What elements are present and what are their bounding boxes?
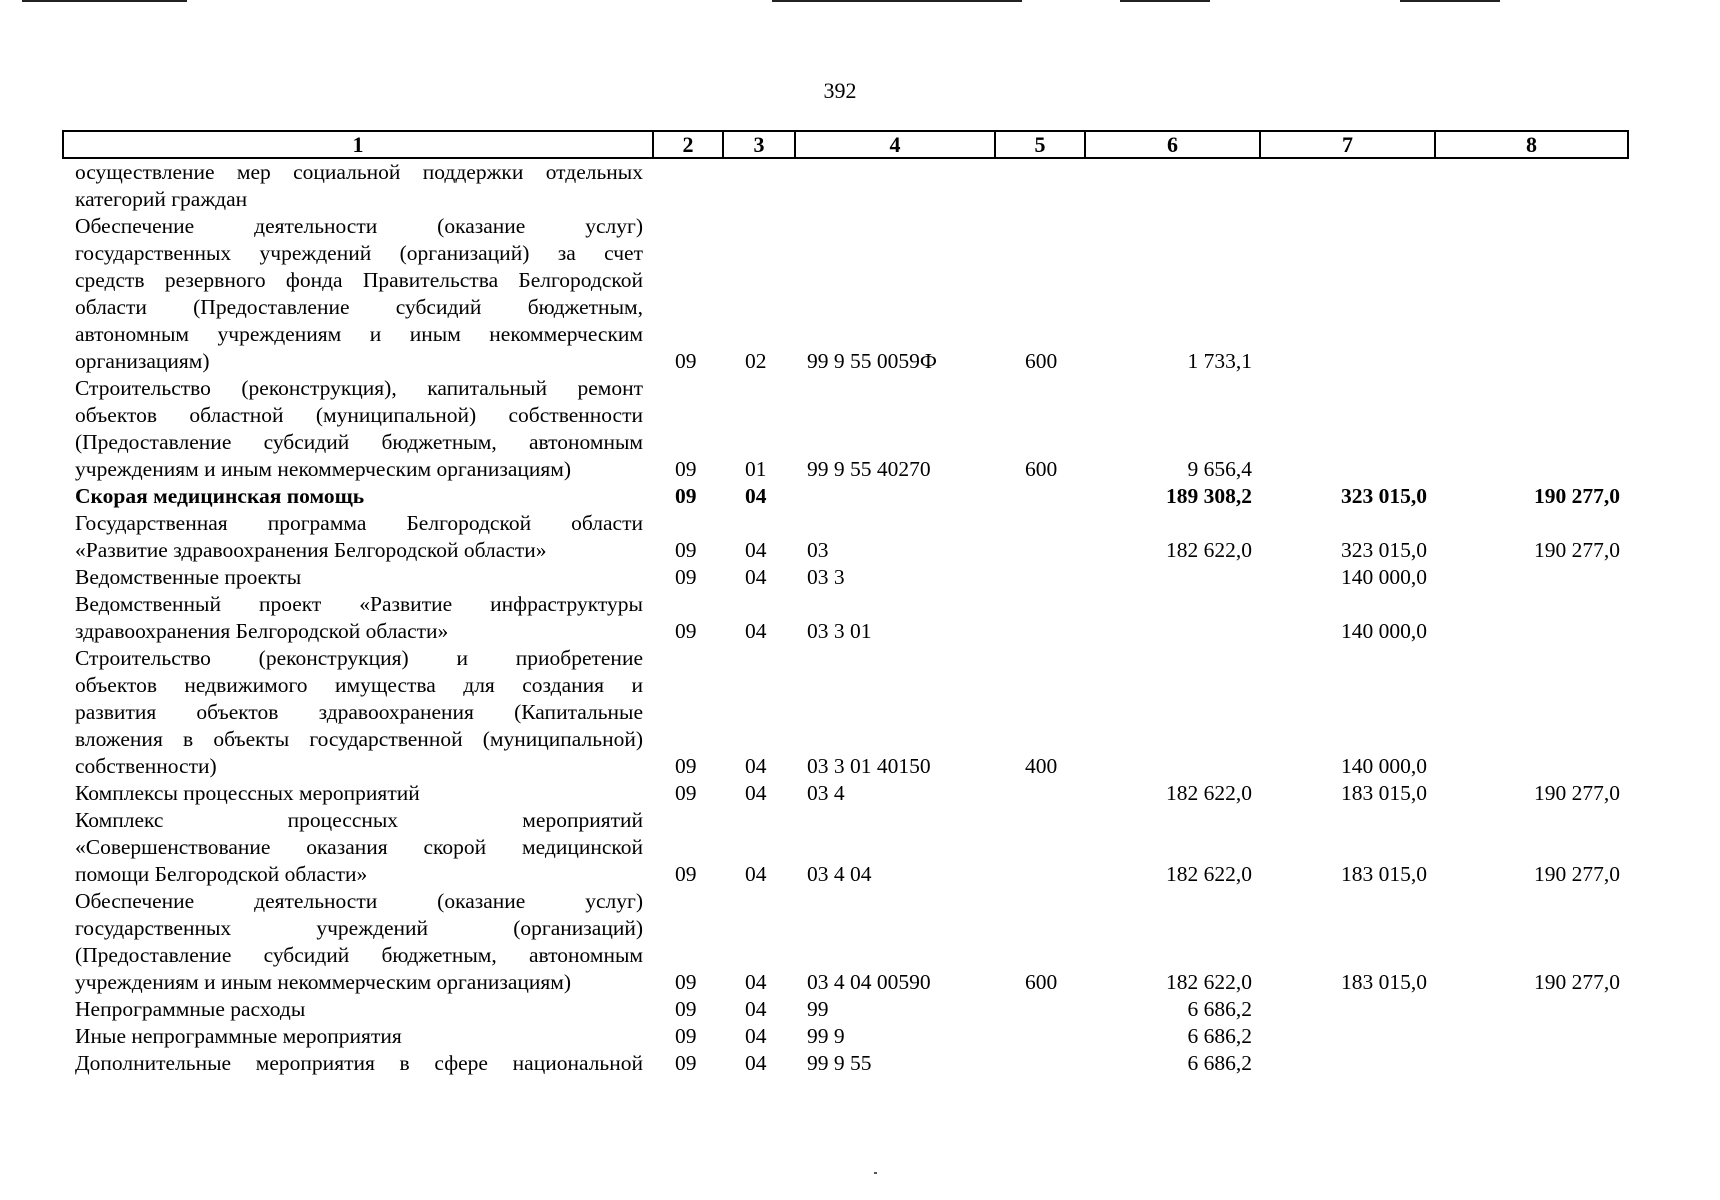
expense-type-code <box>995 483 1085 510</box>
expense-type-code <box>995 564 1085 591</box>
section-code: 09 <box>675 1024 697 1048</box>
subsection-code: 02 <box>745 349 767 373</box>
amount-col8 <box>1435 158 1628 213</box>
subsection-code: 04 <box>745 970 767 994</box>
expense-type-code <box>995 996 1085 1023</box>
expense-type-code: 600 <box>1025 457 1058 481</box>
table-header-row <box>63 131 1628 158</box>
row-description <box>63 780 653 807</box>
description-line: объектов недвижимого имущества для создания и <box>75 673 643 697</box>
subsection-code: 04 <box>745 754 767 778</box>
section-code: 09 <box>675 484 697 508</box>
row-description <box>63 510 653 564</box>
amount-col7: 140 000,0 <box>1341 565 1427 589</box>
table-row <box>63 780 1628 807</box>
section-code <box>653 158 723 213</box>
budget-table <box>62 130 1629 1077</box>
expense-type-code <box>995 510 1085 564</box>
description-line: Строительство (реконструкция) и приобретение <box>75 646 643 670</box>
amount-col8 <box>1435 591 1628 645</box>
amount-col8 <box>1435 375 1628 483</box>
table-row <box>63 483 1628 510</box>
column-header: 1 <box>63 131 653 158</box>
target-article-code: 03 4 04 <box>807 862 872 886</box>
row-description <box>63 375 653 483</box>
subsection-code: 04 <box>745 565 767 589</box>
section-code: 09 <box>675 457 697 481</box>
subsection-code: 04 <box>745 862 767 886</box>
description-line: организациям) <box>75 349 210 373</box>
description-line: Иные непрограммные мероприятия <box>75 1024 402 1048</box>
section-code: 09 <box>675 619 697 643</box>
amount-col7: 183 015,0 <box>1341 970 1427 994</box>
target-article-code: 99 9 <box>807 1024 845 1048</box>
subsection-code: 04 <box>745 781 767 805</box>
description-line: (Предоставление субсидий бюджетным, автономным <box>75 430 643 454</box>
section-code: 09 <box>675 565 697 589</box>
row-description <box>63 645 653 780</box>
column-header: 6 <box>1085 131 1260 158</box>
table-row <box>63 510 1628 564</box>
column-header: 2 <box>653 131 723 158</box>
target-article-code: 03 3 <box>807 565 845 589</box>
section-code: 09 <box>675 349 697 373</box>
subsection-code: 04 <box>745 538 767 562</box>
description-line: здравоохранения Белгородской области» <box>75 619 449 643</box>
target-article-code <box>795 483 995 510</box>
amount-col8: 190 277,0 <box>1534 484 1620 508</box>
target-article-code <box>795 158 995 213</box>
table-row <box>63 645 1628 780</box>
expense-type-code: 600 <box>1025 970 1058 994</box>
amount-col7 <box>1260 1023 1435 1050</box>
section-code: 09 <box>675 781 697 805</box>
amount-col6: 182 622,0 <box>1166 970 1252 994</box>
table-row <box>63 375 1628 483</box>
row-description <box>63 888 653 996</box>
description-line: учреждениям и иным некоммерческим организациям) <box>75 457 572 481</box>
description-line: государственных учреждений (организаций) за счет <box>75 241 643 265</box>
amount-col7 <box>1260 158 1435 213</box>
subsection-code: 04 <box>745 997 767 1021</box>
expense-type-code <box>995 1050 1085 1077</box>
description-line: автономным учреждениям и иным некоммерческим <box>75 322 643 346</box>
row-description <box>63 591 653 645</box>
amount-col6: 182 622,0 <box>1166 862 1252 886</box>
section-code: 09 <box>675 997 697 1021</box>
amount-col7 <box>1260 375 1435 483</box>
scan-edge-mark <box>1120 0 1210 2</box>
expense-type-code <box>995 780 1085 807</box>
column-header: 3 <box>723 131 795 158</box>
amount-col7 <box>1260 213 1435 375</box>
description-line: «Совершенствование оказания скорой медицинской <box>75 835 643 859</box>
expense-type-code <box>995 591 1085 645</box>
amount-col6 <box>1085 564 1260 591</box>
target-article-code: 99 9 55 40270 <box>807 457 931 481</box>
description-line: средств резервного фонда Правительства Белгородской <box>75 268 643 292</box>
amount-col6 <box>1085 645 1260 780</box>
row-description <box>63 158 653 213</box>
description-line: развития объектов здравоохранения (Капитальные <box>75 700 643 724</box>
expense-type-code <box>995 158 1085 213</box>
amount-col8 <box>1435 564 1628 591</box>
amount-col7 <box>1260 996 1435 1023</box>
description-line: Комплекс процессных мероприятий <box>75 808 643 832</box>
subsection-code: 04 <box>745 1024 767 1048</box>
expense-type-code <box>995 807 1085 888</box>
column-header: 7 <box>1260 131 1435 158</box>
amount-col7: 183 015,0 <box>1341 862 1427 886</box>
table-body <box>63 158 1628 1077</box>
target-article-code: 03 3 01 <box>807 619 872 643</box>
section-code: 09 <box>675 970 697 994</box>
table-row <box>63 158 1628 213</box>
table-row <box>63 996 1628 1023</box>
amount-col6 <box>1085 591 1260 645</box>
table-row <box>63 888 1628 996</box>
subsection-code: 04 <box>745 1051 767 1075</box>
amount-col6: 9 656,4 <box>1187 457 1252 481</box>
description-line: Обеспечение деятельности (оказание услуг) <box>75 889 643 913</box>
table-row <box>63 564 1628 591</box>
target-article-code: 03 4 04 00590 <box>807 970 931 994</box>
amount-col8 <box>1435 1023 1628 1050</box>
amount-col6: 182 622,0 <box>1166 538 1252 562</box>
column-header: 5 <box>995 131 1085 158</box>
row-description <box>63 1023 653 1050</box>
table-row <box>63 591 1628 645</box>
amount-col7 <box>1260 1050 1435 1077</box>
expense-type-code <box>995 1023 1085 1050</box>
description-line: Ведомственные проекты <box>75 565 302 589</box>
subsection-code: 04 <box>745 619 767 643</box>
amount-col8 <box>1435 645 1628 780</box>
scan-edge-mark <box>22 0 187 2</box>
description-line: Скорая медицинская помощь <box>75 484 365 508</box>
column-header: 8 <box>1435 131 1628 158</box>
amount-col7: 183 015,0 <box>1341 781 1427 805</box>
subsection-code <box>723 158 795 213</box>
description-line: объектов областной (муниципальной) собственности <box>75 403 643 427</box>
row-description <box>63 564 653 591</box>
expense-type-code: 400 <box>1025 754 1058 778</box>
amount-col6: 6 686,2 <box>1187 1024 1252 1048</box>
section-code: 09 <box>675 1051 697 1075</box>
amount-col7: 140 000,0 <box>1341 754 1427 778</box>
amount-col8: 190 277,0 <box>1534 781 1620 805</box>
amount-col6: 1 733,1 <box>1187 349 1252 373</box>
subsection-code: 04 <box>745 484 767 508</box>
description-line: собственности) <box>75 754 217 778</box>
section-code: 09 <box>675 862 697 886</box>
table-row <box>63 1023 1628 1050</box>
row-description <box>63 483 653 510</box>
scan-edge-mark <box>772 0 1022 2</box>
amount-col8 <box>1435 213 1628 375</box>
target-article-code: 03 3 01 40150 <box>807 754 931 778</box>
amount-col8: 190 277,0 <box>1534 970 1620 994</box>
target-article-code: 99 9 55 <box>807 1051 872 1075</box>
row-description <box>63 1050 653 1077</box>
amount-col7: 323 015,0 <box>1341 538 1427 562</box>
row-description <box>63 807 653 888</box>
description-line: осуществление мер социальной поддержки отдельных <box>75 160 643 184</box>
amount-col6: 189 308,2 <box>1166 484 1252 508</box>
table-row <box>63 213 1628 375</box>
expense-type-code: 600 <box>1025 349 1058 373</box>
amount-col6: 6 686,2 <box>1187 997 1252 1021</box>
description-line: вложения в объекты государственной (муниципальной) <box>75 727 643 751</box>
description-line: (Предоставление субсидий бюджетным, автономным <box>75 943 643 967</box>
description-line: Ведомственный проект «Развитие инфраструктуры <box>75 592 643 616</box>
column-header: 4 <box>795 131 995 158</box>
target-article-code: 99 <box>807 997 829 1021</box>
section-code: 09 <box>675 754 697 778</box>
amount-col6: 182 622,0 <box>1166 781 1252 805</box>
table-row <box>63 807 1628 888</box>
amount-col8: 190 277,0 <box>1534 862 1620 886</box>
description-line: государственных учреждений (организаций) <box>75 916 643 940</box>
target-article-code: 03 4 <box>807 781 845 805</box>
amount-col8 <box>1435 1050 1628 1077</box>
description-line: Комплексы процессных мероприятий <box>75 781 420 805</box>
amount-col7: 323 015,0 <box>1341 484 1427 508</box>
row-description <box>63 213 653 375</box>
description-line: Дополнительные мероприятия в сфере национальной <box>75 1051 643 1075</box>
amount-col6: 6 686,2 <box>1187 1051 1252 1075</box>
amount-col7: 140 000,0 <box>1341 619 1427 643</box>
description-line: Государственная программа Белгородской области <box>75 511 643 535</box>
target-article-code: 03 <box>807 538 829 562</box>
amount-col8 <box>1435 996 1628 1023</box>
scan-speck <box>874 1172 877 1174</box>
subsection-code: 01 <box>745 457 767 481</box>
description-line: категорий граждан <box>75 187 248 211</box>
amount-col8: 190 277,0 <box>1534 538 1620 562</box>
scan-edge-mark <box>1400 0 1500 2</box>
description-line: помощи Белгородской области» <box>75 862 368 886</box>
description-line: «Развитие здравоохранения Белгородской области» <box>75 538 547 562</box>
description-line: Строительство (реконструкция), капитальный ремонт <box>75 376 643 400</box>
amount-col6 <box>1085 158 1260 213</box>
description-line: области (Предоставление субсидий бюджетным, <box>75 295 643 319</box>
description-line: Обеспечение деятельности (оказание услуг) <box>75 214 643 238</box>
page-number: 392 <box>823 78 857 103</box>
description-line: учреждениям и иным некоммерческим организациям) <box>75 970 572 994</box>
section-code: 09 <box>675 538 697 562</box>
description-line: Непрограммные расходы <box>75 997 306 1021</box>
row-description <box>63 996 653 1023</box>
table-row <box>63 1050 1628 1077</box>
target-article-code: 99 9 55 0059Ф <box>807 349 937 373</box>
